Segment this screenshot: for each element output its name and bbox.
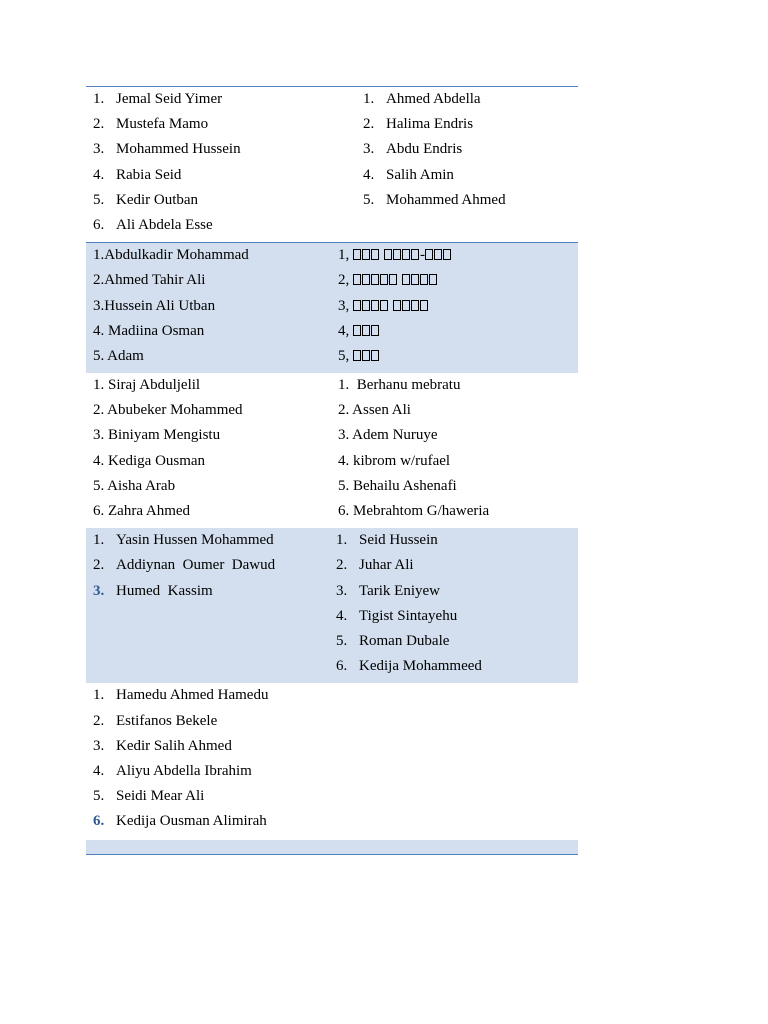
list-name: Juhar Ali xyxy=(359,557,414,574)
list-item xyxy=(336,295,578,320)
list-item: 6. Zahra Ahmed xyxy=(93,503,191,519)
list-number: 3. xyxy=(336,582,348,599)
list-item xyxy=(86,189,336,214)
list-item xyxy=(336,269,578,294)
list-item: 3. Adem Nuruye xyxy=(338,427,438,444)
list-item xyxy=(358,113,578,138)
list-name: Tigist Sintayehu xyxy=(359,607,458,624)
group-6-empty xyxy=(86,840,578,854)
list-name: Jemal Seid Yimer xyxy=(116,91,223,107)
list-item xyxy=(86,529,336,554)
list-item xyxy=(86,760,336,785)
list-item xyxy=(86,810,336,835)
group-5-left-list xyxy=(86,684,336,835)
group-2 xyxy=(86,242,578,373)
list-item: 1. Berhanu mebratu xyxy=(338,377,461,394)
list-item xyxy=(336,630,578,655)
list-item xyxy=(336,529,578,554)
list-number: 1. xyxy=(93,91,105,107)
list-item: 5. Adam xyxy=(93,347,144,364)
list-number: 1, xyxy=(338,247,350,264)
list-number: 3. xyxy=(363,141,375,158)
list-name: Ahmed Abdella xyxy=(386,91,481,107)
list-number: 5. xyxy=(363,191,375,208)
list-item xyxy=(86,684,336,709)
group-1-left-list xyxy=(86,88,336,239)
list-name: Abdu Endris xyxy=(386,141,463,158)
list-item xyxy=(86,580,336,605)
list-number: 2. xyxy=(93,712,105,729)
hyphen: - xyxy=(420,247,425,264)
list-item xyxy=(336,655,578,680)
list-name: Kedir Outban xyxy=(116,191,199,208)
list-item: 3.Hussein Ali Utban xyxy=(93,297,216,314)
list-item xyxy=(86,554,336,579)
unrendered-script-text xyxy=(353,345,380,367)
unrendered-script-text xyxy=(353,244,452,266)
list-item xyxy=(358,138,578,163)
list-number: 2. xyxy=(93,116,105,133)
list-item: 3. Biniyam Mengistu xyxy=(93,427,221,444)
list-item: 5. Aisha Arab xyxy=(93,477,176,494)
list-name: Kedija Mohammeed xyxy=(359,658,482,675)
list-name: Yasin Hussen Mohammed xyxy=(116,532,274,549)
list-number: 2. xyxy=(363,116,375,133)
list-number: 6. xyxy=(93,216,105,233)
list-name: Aliyu Abdella Ibrahim xyxy=(116,762,252,779)
list-number: 2, xyxy=(338,272,350,289)
list-name: Rabia Seid xyxy=(116,166,182,183)
group-3-left-list xyxy=(86,374,336,525)
list-item xyxy=(86,113,336,138)
list-name: Kedija Ousman Alimirah xyxy=(116,813,267,830)
list-item: 2. Abubeker Mohammed xyxy=(93,402,243,419)
list-number: 3. xyxy=(93,737,105,754)
list-item: 6. Mebrahtom G/haweria xyxy=(338,503,490,519)
list-number: 6. xyxy=(336,658,348,675)
group-4-right-list xyxy=(336,529,578,680)
unrendered-script-text xyxy=(353,295,429,317)
list-item xyxy=(358,189,578,214)
list-name: Seid Hussein xyxy=(359,532,438,549)
list-name: Seidi Mear Ali xyxy=(116,788,205,805)
list-number: 4. xyxy=(93,166,105,183)
list-name: Mustefa Mamo xyxy=(116,116,209,133)
list-item xyxy=(336,244,578,269)
list-number: 5, xyxy=(338,347,350,364)
list-item xyxy=(86,710,336,735)
list-number: 2. xyxy=(93,557,105,574)
list-item: 4. Kediga Ousman xyxy=(93,452,206,469)
list-number: 1. xyxy=(93,532,105,549)
list-name: Kedir Salih Ahmed xyxy=(116,737,232,754)
list-item xyxy=(336,554,578,579)
list-item: 5. Behailu Ashenafi xyxy=(338,477,457,494)
group-2-left-list xyxy=(86,244,336,370)
list-item: 4. kibrom w/rufael xyxy=(338,452,451,469)
list-item xyxy=(336,605,578,630)
list-number: 4. xyxy=(363,166,375,183)
list-number: 4. xyxy=(93,762,105,779)
list-item xyxy=(86,88,336,113)
list-item xyxy=(336,345,578,370)
list-number: 4. xyxy=(336,607,348,624)
list-number: 4, xyxy=(338,322,350,339)
list-name: Tarik Eniyew xyxy=(359,582,441,599)
list-item: 1. Siraj Abduljelil xyxy=(93,377,201,394)
list-item xyxy=(86,785,336,810)
list-number: 5. xyxy=(93,788,105,805)
list-number: 5. xyxy=(93,191,105,208)
unrendered-script-text xyxy=(353,269,438,291)
list-number: 1. xyxy=(363,91,375,107)
group-2-right-list xyxy=(336,244,578,370)
unrendered-script-text xyxy=(353,320,380,342)
list-item xyxy=(336,580,578,605)
group-3 xyxy=(86,373,578,528)
list-item xyxy=(86,164,336,189)
list-item xyxy=(86,214,336,239)
group-1 xyxy=(86,87,578,242)
list-number: 5. xyxy=(336,632,348,649)
list-name: Addiynan Oumer Dawud xyxy=(116,557,276,574)
list-item: 1.Abdulkadir Mohammad xyxy=(93,247,249,264)
list-number: 3. xyxy=(93,582,105,599)
group-1-right-list xyxy=(336,88,578,239)
list-number: 2. xyxy=(336,557,348,574)
list-item xyxy=(358,164,578,189)
list-name: Mohammed Hussein xyxy=(116,141,241,158)
list-number: 6. xyxy=(93,813,105,830)
group-4 xyxy=(86,528,578,683)
list-item xyxy=(86,735,336,760)
list-item xyxy=(358,88,578,113)
list-item xyxy=(336,320,578,345)
list-number: 1. xyxy=(93,687,105,704)
list-item: 4. Madiina Osman xyxy=(93,322,205,339)
group-5 xyxy=(86,683,578,840)
list-number: 3. xyxy=(93,141,105,158)
group-4-left-list xyxy=(86,529,336,680)
list-item xyxy=(86,138,336,163)
list-name: Ali Abdela Esse xyxy=(116,216,213,233)
names-table xyxy=(86,86,578,855)
list-name: Humed Kassim xyxy=(116,582,213,599)
list-name: Salih Amin xyxy=(386,166,454,183)
list-name: Estifanos Bekele xyxy=(116,712,218,729)
list-name: Mohammed Ahmed xyxy=(386,191,506,208)
list-name: Roman Dubale xyxy=(359,632,450,649)
list-name: Halima Endris xyxy=(386,116,474,133)
list-item: 2.Ahmed Tahir Ali xyxy=(93,272,206,289)
list-number: 3, xyxy=(338,297,350,314)
list-item: 2. Assen Ali xyxy=(338,402,411,419)
list-number: 1. xyxy=(336,532,348,549)
group-5-right-list xyxy=(336,684,578,835)
group-3-right-list xyxy=(336,374,578,525)
list-name: Hamedu Ahmed Hamedu xyxy=(116,687,269,704)
